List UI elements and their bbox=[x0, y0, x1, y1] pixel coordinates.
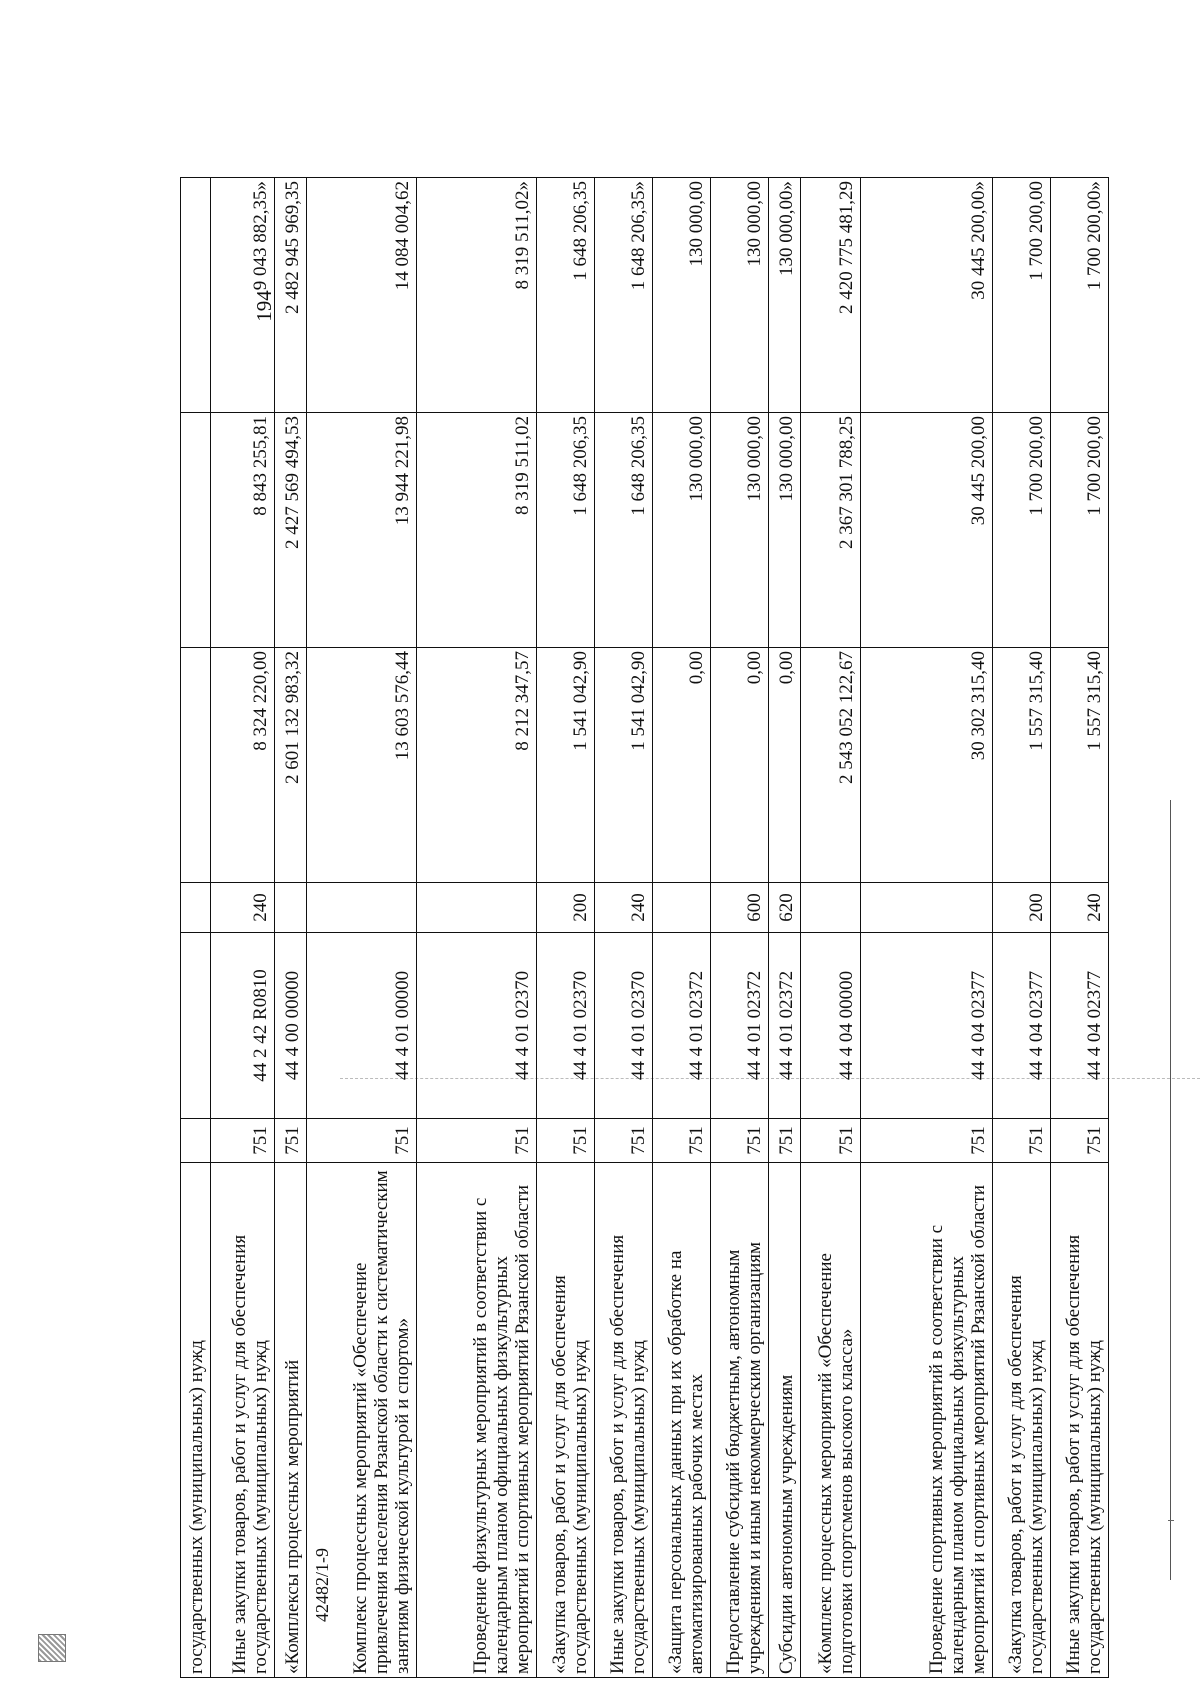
cell-y3: 130 000,00» bbox=[769, 178, 801, 413]
cell-y2: 1 648 206,35 bbox=[537, 413, 595, 648]
budget-table-container bbox=[180, 178, 1106, 1678]
table-row bbox=[653, 178, 711, 1678]
cell-y3: 14 084 004,62 bbox=[307, 178, 417, 413]
cell-vr bbox=[417, 883, 537, 933]
cell-name: «Закупка товаров, работ и услуг для обеспечения государственных (муниципальных) нужд bbox=[993, 1163, 1051, 1678]
cell-ministry: 751 bbox=[861, 1119, 993, 1163]
scan-tick-mark bbox=[1168, 1520, 1174, 1521]
cell-csr: 44 2 42 R0810 bbox=[211, 933, 275, 1119]
cell-y2 bbox=[181, 413, 211, 648]
cell-csr: 44 4 01 02370 bbox=[537, 933, 595, 1119]
cell-y1 bbox=[181, 648, 211, 883]
cell-name: Проведение спортивных мероприятий в соответствии с календарным планом официальных физкультурных мероприятий и спортивных мероприятий Рязанской области bbox=[861, 1163, 993, 1678]
table-row bbox=[1051, 178, 1109, 1678]
cell-ministry: 751 bbox=[595, 1119, 653, 1163]
cell-csr: 44 4 01 02370 bbox=[417, 933, 537, 1119]
cell-vr bbox=[653, 883, 711, 933]
margin-rule bbox=[1170, 800, 1171, 1580]
scanner-stamp-icon bbox=[38, 1626, 66, 1664]
cell-vr: 200 bbox=[537, 883, 595, 933]
cell-y3: 30 445 200,00» bbox=[861, 178, 993, 413]
cell-y1: 1 541 042,90 bbox=[537, 648, 595, 883]
cell-name: «Защита персональных данных при их обработке на автоматизированных рабочих местах bbox=[653, 1163, 711, 1678]
cell-name: «Комплекс процессных мероприятий «Обеспечение подготовки спортсменов высокого класса» bbox=[801, 1163, 861, 1678]
table-row bbox=[211, 178, 275, 1678]
cell-y1: 0,00 bbox=[653, 648, 711, 883]
cell-y1: 30 302 315,40 bbox=[861, 648, 993, 883]
cell-csr: 44 4 01 02372 bbox=[711, 933, 769, 1119]
cell-name: «Комплексы процессных мероприятий bbox=[275, 1163, 307, 1678]
cell-csr: 44 4 01 02372 bbox=[769, 933, 801, 1119]
cell-y2: 2 427 569 494,53 bbox=[275, 413, 307, 648]
cell-y3 bbox=[181, 178, 211, 413]
cell-name: Иные закупки товаров, работ и услуг для обеспечения государственных (муниципальных) нужд bbox=[1051, 1163, 1109, 1678]
cell-ministry: 751 bbox=[307, 1119, 417, 1163]
table-row bbox=[801, 178, 861, 1678]
cell-y1: 13 603 576,44 bbox=[307, 648, 417, 883]
cell-csr: 44 4 04 02377 bbox=[993, 933, 1051, 1119]
cell-name: Комплекс процессных мероприятий «Обеспечение привлечения населения Рязанской области к систематическим занятиям физической культурой и спортом» bbox=[307, 1163, 417, 1678]
cell-y1: 2 601 132 983,32 bbox=[275, 648, 307, 883]
cell-ministry: 751 bbox=[1051, 1119, 1109, 1163]
cell-vr: 240 bbox=[595, 883, 653, 933]
cell-y3: 130 000,00 bbox=[653, 178, 711, 413]
cell-vr bbox=[861, 883, 993, 933]
cell-csr: 44 4 00 00000 bbox=[275, 933, 307, 1119]
cell-csr: 44 4 04 00000 bbox=[801, 933, 861, 1119]
cell-name: Проведение физкультурных мероприятий в соответствии с календарным планом официальных физкультурных мероприятий и спортивных мероприятий Рязанской области bbox=[417, 1163, 537, 1678]
cell-csr bbox=[181, 933, 211, 1119]
cell-y2: 1 648 206,35 bbox=[595, 413, 653, 648]
table-row bbox=[711, 178, 769, 1678]
cell-vr bbox=[307, 883, 417, 933]
cell-y1: 0,00 bbox=[711, 648, 769, 883]
cell-y3: 8 319 511,02» bbox=[417, 178, 537, 413]
cell-vr: 240 bbox=[211, 883, 275, 933]
document-footer-code: 42482/1-9 bbox=[312, 1548, 332, 1622]
cell-ministry: 751 bbox=[417, 1119, 537, 1163]
cell-csr: 44 4 01 02370 bbox=[595, 933, 653, 1119]
cell-ministry: 751 bbox=[801, 1119, 861, 1163]
cell-y1: 2 543 052 122,67 bbox=[801, 648, 861, 883]
cell-y2: 1 700 200,00 bbox=[1051, 413, 1109, 648]
budget-table-body bbox=[181, 178, 1109, 1678]
cell-y1: 8 324 220,00 bbox=[211, 648, 275, 883]
table-row bbox=[595, 178, 653, 1678]
cell-y3: 2 420 775 481,29 bbox=[801, 178, 861, 413]
cell-y2: 130 000,00 bbox=[769, 413, 801, 648]
cell-vr bbox=[181, 883, 211, 933]
cell-y3: 130 000,00 bbox=[711, 178, 769, 413]
cell-y2: 30 445 200,00 bbox=[861, 413, 993, 648]
cell-ministry: 751 bbox=[211, 1119, 275, 1163]
table-row bbox=[275, 178, 307, 1678]
table-row bbox=[181, 178, 211, 1678]
cell-y3: 1 700 200,00 bbox=[993, 178, 1051, 413]
cell-ministry: 751 bbox=[769, 1119, 801, 1163]
cell-ministry: 751 bbox=[537, 1119, 595, 1163]
cell-ministry: 751 bbox=[993, 1119, 1051, 1163]
cell-csr: 44 4 01 02372 bbox=[653, 933, 711, 1119]
cell-vr: 620 bbox=[769, 883, 801, 933]
cell-y2: 8 319 511,02 bbox=[417, 413, 537, 648]
cell-y1: 8 212 347,57 bbox=[417, 648, 537, 883]
cell-y2: 13 944 221,98 bbox=[307, 413, 417, 648]
table-row bbox=[537, 178, 595, 1678]
cell-ministry: 751 bbox=[711, 1119, 769, 1163]
table-row bbox=[993, 178, 1051, 1678]
cell-ministry: 751 bbox=[653, 1119, 711, 1163]
cell-ministry: 751 bbox=[275, 1119, 307, 1163]
cell-name: Иные закупки товаров, работ и услуг для обеспечения государственных (муниципальных) нужд bbox=[595, 1163, 653, 1678]
cell-csr: 44 4 01 00000 bbox=[307, 933, 417, 1119]
cell-y3: 1 648 206,35» bbox=[595, 178, 653, 413]
cell-ministry bbox=[181, 1119, 211, 1163]
cell-y2: 8 843 255,81 bbox=[211, 413, 275, 648]
cell-vr: 600 bbox=[711, 883, 769, 933]
table-row bbox=[307, 178, 417, 1678]
cell-y1: 1 557 315,40 bbox=[1051, 648, 1109, 883]
cell-y1: 0,00 bbox=[769, 648, 801, 883]
cell-y3: 9 043 882,35» bbox=[211, 178, 275, 413]
table-row bbox=[417, 178, 537, 1678]
cell-y3: 1 700 200,00» bbox=[1051, 178, 1109, 413]
cell-name: Субсидии автономным учреждениям bbox=[769, 1163, 801, 1678]
cell-vr: 200 bbox=[993, 883, 1051, 933]
cell-y3: 1 648 206,35 bbox=[537, 178, 595, 413]
cell-vr: 240 bbox=[1051, 883, 1109, 933]
cell-vr bbox=[801, 883, 861, 933]
cell-name: государственных (муниципальных) нужд bbox=[181, 1163, 211, 1678]
cell-y2: 130 000,00 bbox=[711, 413, 769, 648]
cell-y2: 2 367 301 788,25 bbox=[801, 413, 861, 648]
budget-table bbox=[180, 177, 1109, 1678]
page-number: 194 bbox=[252, 290, 276, 322]
table-row bbox=[861, 178, 993, 1678]
cell-vr bbox=[275, 883, 307, 933]
cell-csr: 44 4 04 02377 bbox=[1051, 933, 1109, 1119]
cell-name: Иные закупки товаров, работ и услуг для обеспечения государственных (муниципальных) нужд bbox=[211, 1163, 275, 1678]
cell-y2: 1 700 200,00 bbox=[993, 413, 1051, 648]
cell-name: «Закупка товаров, работ и услуг для обеспечения государственных (муниципальных) нужд bbox=[537, 1163, 595, 1678]
table-row bbox=[769, 178, 801, 1678]
cell-name: Предоставление субсидий бюджетным, автономным учреждениям и иным некоммерческим организациям bbox=[711, 1163, 769, 1678]
cell-y1: 1 557 315,40 bbox=[993, 648, 1051, 883]
cell-y2: 130 000,00 bbox=[653, 413, 711, 648]
cell-y3: 2 482 945 969,35 bbox=[275, 178, 307, 413]
cell-csr: 44 4 04 02377 bbox=[861, 933, 993, 1119]
cell-y1: 1 541 042,90 bbox=[595, 648, 653, 883]
